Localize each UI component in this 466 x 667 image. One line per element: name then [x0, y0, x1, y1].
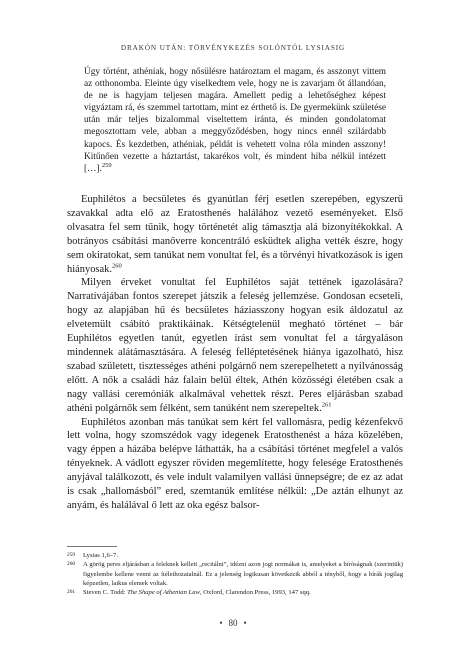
footnote-text: Lysias 1,6–7. — [83, 552, 118, 559]
paragraph — [67, 193, 403, 276]
bullet-mark: • — [219, 618, 223, 628]
paragraph-text: Euphilétos a becsületes és gyanútlan férj esetlen szerepében, egyszerű szavakkal adta elő az Eratosthenés halálához vezető eseményeket. Első olvasatra fel sem tűnik, hogy történetét alig támasztja alá bizonyítékokkal. A botrányos csábítási manőverre koncentráló esküdtek aligha vették észre, hogy sem okiratokat, sem tanúkat nem vonultat fel, és a törvényi hivatkozások is igen hiányosak. — [67, 194, 403, 275]
footnote-number: 261 — [67, 589, 76, 596]
footnote — [67, 551, 403, 560]
paragraph — [67, 276, 403, 415]
footnote-text: Steven C. Todd: — [83, 589, 128, 597]
quote-text: Úgy történt, athéniak, hogy nősülésre határoztam el magam, és asszonyt vittem az otthonomba. Eleinte úgy viselkedtem vele, hogy ne is zavarjam őt állandóan, de ne is hagyjam teljesen magára. Amellett pedig a lehetőséghez képest vigyáztam rá, és szemmel tartottam, mint ez érthető is. De gyermekünk születése után már teljes bizalommal viseltettem iránta, és minden gondolatomat megosztottam vele, abban a meggyőződésben, hogy nincs ennél szilárdabb kapocs. És kezdetben, athéniak, példát is vehetett volna róla minden asszony! Kitűnően vezette a háztartást, takarékos volt, és mindent hiba nélkül intézett […]. — [84, 67, 386, 174]
footnote-text: A görög peres eljárásban a feleknek kellett „recitálni”, idézni azon jogi normákat is, amelyeket a bíróságnak (szerintük) figyelembe kellene venni az ítélethozatalnál. Ez a jelenség logikusan következik abból a tényből, hogy a bírák jogilag képzetlen, laikus elemek voltak. — [83, 561, 403, 587]
footnote — [67, 588, 403, 597]
bullet-mark: • — [243, 618, 247, 628]
footnote — [67, 560, 403, 588]
footnote-ref: 261 — [321, 401, 332, 409]
footnote-number: 259 — [67, 552, 76, 558]
paragraph — [67, 416, 403, 513]
paragraph-text: Milyen érveket vonultat fel Euphilétos saját tettének igazolására? Narratívájában fontos szerepet játszik a feleség jellemzése. Gondosan ecseteli, hogy az alapjában hű és becsületes háziasszony hogyan esik áldozatul az elvetemült csábító praktikáinak. Kétségtelenül megható történet – bár Euphilétos egyetlen tanút, egyetlen írást sem vonultat fel a tárgyaláson mindennek alátámasztására. A feleség felléptetésének hiánya igazolható, hisz szabad született, tisztességes athéni polgárnő nem szerepelhetett a nyilvánosság előtt. A nők a családi ház falain belül éltek, Athén közösségi életében csak a nagy vallási ceremóniák alkalmával vehettek részt. Peres eljárásban szabad athéni polgárnők sem félként, sem tanúként nem szerepeltek. — [67, 277, 403, 414]
footnote-divider — [67, 546, 117, 547]
running-header: DRAKÓN UTÁN: TÖRVÉNYKEZÉS SOLÓNTÓL LYSIASIG — [120, 44, 346, 52]
body-text — [67, 193, 403, 513]
book-title: The Shape of Athenian Law — [127, 589, 200, 597]
paragraph-text: Euphilétos azonban más tanúkat sem kért fel vallomásra, pedig kézenfekvő lett volna, hogy szomszédok vagy idegenek Eratosthenést a háza közelében, vagy éppen a házába belépve láthatták, ha a csábítási történet megfelel a valós tényeknek. A vádlott egyszer röviden megemlítette, hogy felesége Eratosthenés anyjával találkozott, és vele indult valamilyen vallási ünnepségre; de ez az adat is csak „hallomásból” ered, szemtanúk említése nélkül: „De aztán elhunyt az anyám, és halálával ő lett az oka egész balsor- — [67, 416, 403, 511]
block-quote — [84, 66, 386, 175]
page-number — [0, 618, 466, 628]
footnote-ref: 260 — [111, 262, 122, 270]
footnote-ref: 259 — [101, 161, 112, 169]
footnotes — [67, 551, 403, 597]
page-number-value: 80 — [228, 618, 238, 628]
footnote-number: 260 — [67, 561, 76, 568]
footnote-text: , Oxford, Clarendon Press, 1993, 147 sqq. — [199, 589, 311, 597]
